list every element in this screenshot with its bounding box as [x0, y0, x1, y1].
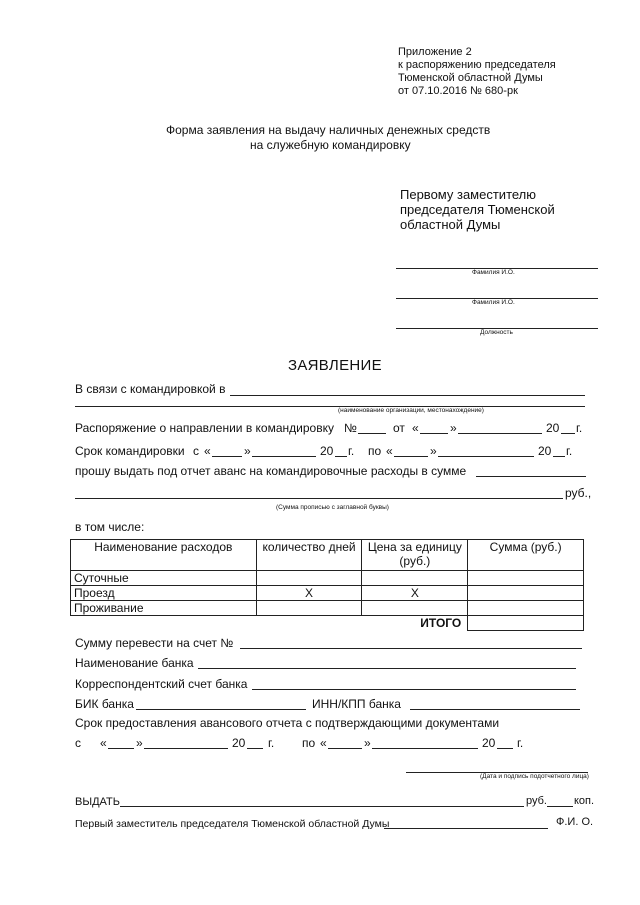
bik-label: БИК банка	[75, 697, 134, 711]
total-label: ИТОГО	[420, 616, 462, 631]
order-year-prefix: 20	[546, 421, 560, 435]
report-from-year-field[interactable]	[247, 748, 263, 749]
account-field[interactable]	[240, 648, 582, 649]
inn-label: ИНН/КПП банка	[312, 697, 401, 711]
header-expense-name: Наименование расходов	[71, 540, 257, 571]
report-from-quote-close: »	[136, 736, 143, 750]
order-quote-close: »	[450, 421, 457, 435]
position-caption: Должность	[480, 329, 513, 336]
row-days[interactable]	[256, 601, 362, 616]
period-label: Срок командировки	[75, 444, 185, 458]
appendix-line-4: от 07.10.2016 № 680-рк	[398, 85, 518, 97]
addressee-line-1: Первому заместителю	[400, 187, 537, 202]
period-to-word: по	[368, 444, 382, 458]
period-to-month-field[interactable]	[438, 456, 534, 457]
order-quote-open: «	[412, 421, 419, 435]
appendix-line-1: Приложение 2	[398, 46, 472, 58]
issue-rub: руб.	[526, 795, 547, 807]
period-to-year-suffix: г.	[566, 444, 573, 458]
issue-kop-field[interactable]	[547, 806, 573, 807]
row-price: X	[362, 586, 468, 601]
trip-destination-field[interactable]	[230, 395, 585, 396]
period-to-quote-open: «	[386, 444, 393, 458]
table-row	[71, 571, 584, 586]
period-from-quote-close: »	[244, 444, 251, 458]
approval-fio: Ф.И. О.	[556, 816, 594, 828]
row-days[interactable]	[256, 571, 362, 586]
sum-caption: (Сумма прописью с заглавной буквы)	[276, 504, 389, 511]
row-name: Проезд	[71, 586, 257, 601]
table-header-row	[71, 540, 584, 571]
advance-sum-words-field[interactable]	[75, 498, 563, 499]
addressee-line-3: областной Думы	[400, 217, 501, 232]
org-caption: (наименование организации, местонахождение)	[338, 407, 484, 414]
report-from-year-prefix: 20	[232, 736, 246, 750]
report-to-year-prefix: 20	[482, 736, 496, 750]
order-number-field[interactable]	[358, 433, 386, 434]
row-price[interactable]	[362, 601, 468, 616]
trip-label: В связи с командировкой в	[75, 382, 226, 396]
including-label: в том числе:	[75, 520, 145, 534]
corr-account-label: Корреспондентский счет банка	[75, 677, 248, 691]
form-title-line-2: на служебную командировку	[250, 138, 411, 152]
row-amount[interactable]	[468, 571, 584, 586]
row-price[interactable]	[362, 571, 468, 586]
table-total-row	[71, 616, 584, 631]
appendix-line-2: к распоряжению председателя	[398, 59, 556, 71]
advance-rub-suffix: руб.,	[565, 486, 592, 500]
order-month-field[interactable]	[458, 433, 542, 434]
surname-caption-2: Фамилия И.О.	[472, 299, 515, 306]
table-row	[71, 586, 584, 601]
bik-field[interactable]	[136, 709, 306, 710]
report-from-day-field[interactable]	[108, 748, 134, 749]
expenses-table	[70, 539, 584, 631]
surname-caption-1: Фамилия И.О.	[472, 269, 515, 276]
corr-account-field[interactable]	[252, 689, 576, 690]
inn-field[interactable]	[410, 709, 580, 710]
report-from-word: с	[75, 736, 81, 750]
report-from-quote-open: «	[100, 736, 107, 750]
trip-destination-field-2[interactable]	[75, 406, 585, 407]
period-from-day-field[interactable]	[212, 456, 242, 457]
row-amount[interactable]	[468, 586, 584, 601]
report-from-month-field[interactable]	[144, 748, 228, 749]
issue-label: ВЫДАТЬ	[75, 796, 120, 808]
header-amount: Сумма (руб.)	[468, 540, 584, 571]
period-from-year-prefix: 20	[320, 444, 334, 458]
addressee-line-2: председателя Тюменской	[400, 202, 555, 217]
report-to-quote-open: «	[320, 736, 327, 750]
advance-text: прошу выдать под отчет аванс на командировочные расходы в сумме	[75, 464, 467, 478]
report-deadline-label: Срок предоставления авансового отчета с подтверждающими документами	[75, 716, 500, 730]
report-to-year-suffix: г.	[517, 736, 524, 750]
row-amount[interactable]	[468, 601, 584, 616]
report-to-word: по	[302, 736, 316, 750]
period-from-word: с	[193, 444, 199, 458]
appendix-line-3: Тюменской областной Думы	[398, 72, 543, 84]
report-to-day-field[interactable]	[328, 748, 362, 749]
report-to-year-field[interactable]	[497, 748, 513, 749]
row-name: Проживание	[71, 601, 257, 616]
bank-name-label: Наименование банка	[75, 656, 194, 670]
doc-title: ЗАЯВЛЕНИЕ	[288, 357, 382, 374]
header-days-count: количество дней	[256, 540, 362, 571]
report-to-quote-close: »	[364, 736, 371, 750]
period-from-quote-open: «	[204, 444, 211, 458]
approval-text: Первый заместитель председателя Тюменской областной Думы	[75, 818, 390, 830]
period-from-year-suffix: г.	[348, 444, 355, 458]
accountable-caption: (Дата и подпись подотчетного лица)	[480, 773, 589, 780]
approval-signature-field[interactable]	[384, 828, 548, 829]
table-row	[71, 601, 584, 616]
row-name: Суточные	[71, 571, 257, 586]
order-num-sign: №	[344, 421, 357, 435]
order-year-suffix: г.	[576, 421, 583, 435]
period-from-year-field[interactable]	[335, 456, 347, 457]
order-day-field[interactable]	[420, 433, 448, 434]
issue-amount-field[interactable]	[120, 806, 524, 807]
period-to-year-prefix: 20	[538, 444, 552, 458]
issue-kop: коп.	[574, 795, 595, 807]
period-from-month-field[interactable]	[252, 456, 316, 457]
advance-sum-field[interactable]	[476, 476, 586, 477]
order-from-word: от	[393, 421, 405, 435]
row-days: X	[256, 586, 362, 601]
header-unit-price: Цена за единицу (руб.)	[362, 540, 468, 571]
account-label: Сумму перевести на счет №	[75, 636, 234, 650]
report-from-year-suffix: г.	[268, 736, 275, 750]
total-amount[interactable]	[468, 616, 584, 631]
form-title-line-1: Форма заявления на выдачу наличных денежных средств	[166, 123, 491, 137]
order-label: Распоряжение о направлении в командировку	[75, 421, 334, 435]
period-to-year-field[interactable]	[553, 456, 565, 457]
bank-name-field[interactable]	[198, 668, 576, 669]
report-to-month-field[interactable]	[372, 748, 478, 749]
period-to-day-field[interactable]	[394, 456, 428, 457]
order-year-field[interactable]	[561, 433, 575, 434]
period-to-quote-close: »	[430, 444, 437, 458]
